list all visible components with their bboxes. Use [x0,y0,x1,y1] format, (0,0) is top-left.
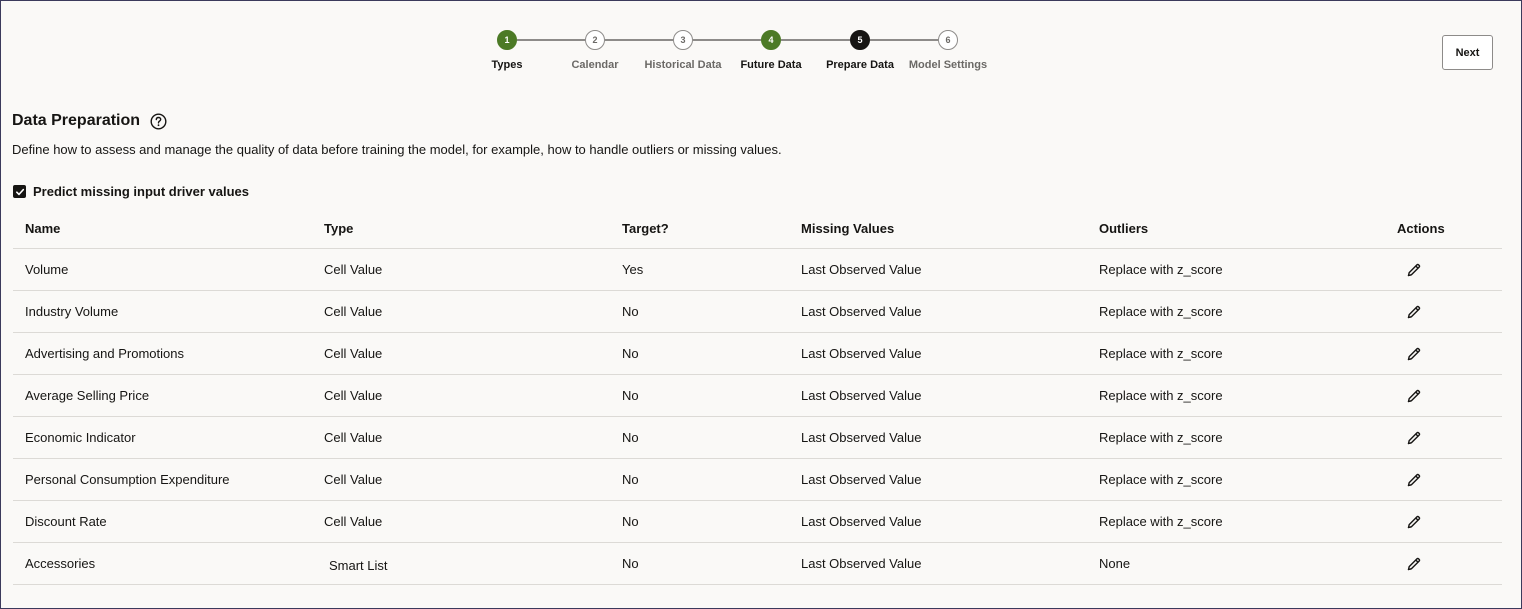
cell-type [324,333,382,374]
cell-name-text: Economic Indicator [25,430,136,445]
cell-target [622,249,643,290]
cell-missing-values-text: Last Observed Value [801,388,922,403]
cell-target [622,291,639,332]
table-header-row [13,208,1502,249]
pencil-edit-icon[interactable] [1406,430,1422,446]
cell-outliers-text: Replace with z_score [1099,262,1223,277]
page-title: Data Preparation [12,111,141,129]
table-body [13,249,1502,585]
cell-outliers [1099,543,1130,584]
cell-outliers-text: Replace with z_score [1099,346,1223,361]
cell-outliers [1099,417,1223,458]
cell-outliers-text: Replace with z_score [1099,514,1223,529]
table-row[interactable] [13,543,1502,585]
cell-missing-values-text: Last Observed Value [801,556,922,571]
cell-outliers-text: Replace with z_score [1099,388,1223,403]
column-header-missing-values[interactable]: Missing Values [801,220,895,236]
cell-outliers-text: Replace with z_score [1099,472,1223,487]
cell-actions [1397,333,1422,374]
cell-actions [1397,417,1422,458]
cell-type [324,291,382,332]
step-label: Model Settings [908,59,988,71]
cell-missing-values-text: Last Observed Value [801,472,922,487]
cell-missing-values [801,333,921,374]
pencil-edit-icon[interactable] [1406,388,1422,404]
cell-name [25,501,107,542]
cell-actions [1397,249,1422,290]
cell-outliers [1099,291,1223,332]
cell-target [622,459,639,500]
step-number: 4 [761,30,781,50]
step-label: Types [491,59,523,71]
data-preparation-table [13,208,1502,585]
cell-target [622,417,639,458]
cell-missing-values [801,543,921,584]
column-header-type[interactable]: Type [324,220,354,236]
cell-type [324,501,382,542]
table-row[interactable] [13,333,1502,375]
cell-actions [1397,375,1422,416]
column-header-actions: Actions [1397,220,1445,236]
cell-missing-values-text: Last Observed Value [801,430,922,445]
step-number: 3 [673,30,693,50]
table-row[interactable] [13,291,1502,333]
cell-name [25,249,68,290]
cell-type-text: Cell Value [324,514,383,529]
predict-missing-checkbox-row[interactable] [13,184,249,199]
page-description: Define how to assess and manage the quality of data before training the model, for example, how to handle outliers or missing values. [12,142,782,157]
cell-type [324,375,382,416]
column-header-target[interactable]: Target? [622,220,669,236]
cell-outliers-text: Replace with z_score [1099,430,1223,445]
step-number: 2 [585,30,605,50]
cell-outliers [1099,459,1223,500]
cell-outliers-text: None [1099,556,1131,571]
cell-name [25,333,184,374]
cell-outliers [1099,249,1223,290]
cell-missing-values [801,417,921,458]
cell-target-text: Yes [622,262,644,277]
step-label: Prepare Data [826,59,894,71]
cell-name-text: Accessories [25,556,96,571]
column-header-outliers[interactable]: Outliers [1099,220,1149,236]
step-label: Calendar [571,59,619,71]
cell-outliers-text: Replace with z_score [1099,304,1223,319]
cell-name [25,417,136,458]
cell-name [25,459,230,500]
predict-missing-label: Predict missing input driver values [33,184,250,199]
next-button[interactable]: Next [1442,35,1493,70]
cell-missing-values-text: Last Observed Value [801,262,922,277]
cell-target-text: No [622,514,639,529]
cell-name-text: Volume [25,262,69,277]
cell-actions [1397,501,1422,542]
table-row[interactable] [13,249,1502,291]
cell-name-text: Average Selling Price [25,388,150,403]
cell-target-text: No [622,388,639,403]
step-label: Historical Data [644,59,722,71]
step-number: 1 [497,30,517,50]
cell-actions [1397,459,1422,500]
pencil-edit-icon[interactable] [1406,556,1422,572]
pencil-edit-icon[interactable] [1406,346,1422,362]
cell-actions [1397,543,1422,584]
checkbox-checked-icon[interactable] [13,185,26,198]
table-row[interactable] [13,501,1502,543]
cell-actions [1397,291,1422,332]
cell-type-text: Cell Value [324,304,383,319]
cell-type [324,417,382,458]
cell-target-text: No [622,430,639,445]
step-number: 6 [938,30,958,50]
cell-type-text: Smart List [329,558,388,573]
table-row[interactable] [13,375,1502,417]
cell-name-text: Personal Consumption Expenditure [25,472,230,487]
step-number: 5 [850,30,870,50]
cell-target-text: No [622,556,639,571]
cell-name [25,291,118,332]
cell-target-text: No [622,472,639,487]
cell-type-text: Cell Value [324,388,383,403]
cell-missing-values [801,459,921,500]
process-train [1,1,1521,91]
page-header [12,111,167,130]
table-row[interactable] [13,459,1502,501]
cell-type [324,249,382,290]
cell-outliers [1099,375,1223,416]
table-row[interactable] [13,417,1502,459]
cell-missing-values [801,501,921,542]
cell-missing-values [801,249,921,290]
cell-missing-values [801,375,921,416]
cell-type-text: Cell Value [324,346,383,361]
cell-name-text: Discount Rate [25,514,107,529]
pencil-edit-icon[interactable] [1406,304,1422,320]
pencil-edit-icon[interactable] [1406,472,1422,488]
step-label: Future Data [740,59,802,71]
column-header-name[interactable]: Name [25,220,61,236]
cell-missing-values-text: Last Observed Value [801,514,922,529]
cell-outliers [1099,333,1223,374]
cell-target [622,543,639,584]
cell-type [324,543,393,584]
question-circle-icon[interactable] [150,113,167,130]
cell-target-text: No [622,304,639,319]
pencil-edit-icon[interactable] [1406,514,1422,530]
train-step-model-settings[interactable] [893,30,1003,71]
cell-missing-values-text: Last Observed Value [801,346,922,361]
cell-name [25,543,95,584]
cell-target-text: No [622,346,639,361]
cell-name-text: Advertising and Promotions [25,346,184,361]
cell-type-text: Cell Value [324,430,383,445]
cell-type-text: Cell Value [324,472,383,487]
cell-target [622,333,639,374]
cell-name-text: Industry Volume [25,304,119,319]
cell-target [622,375,639,416]
cell-type [324,459,382,500]
cell-target [622,501,639,542]
cell-name [25,375,149,416]
cell-outliers [1099,501,1223,542]
cell-missing-values [801,291,921,332]
cell-type-text: Cell Value [324,262,383,277]
cell-missing-values-text: Last Observed Value [801,304,922,319]
pencil-edit-icon[interactable] [1406,262,1422,278]
